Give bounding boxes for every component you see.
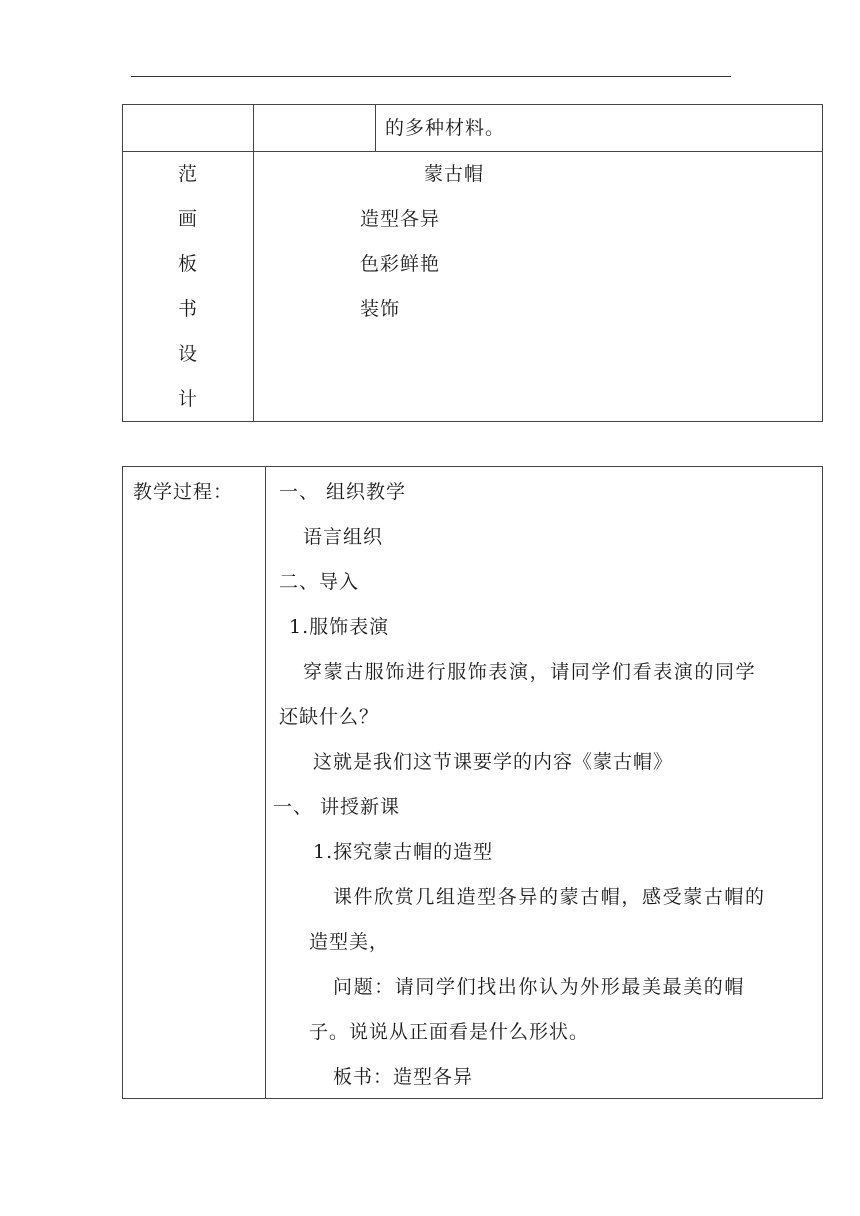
- process-label: 教学过程：: [133, 481, 234, 503]
- label-char: 书: [178, 298, 199, 320]
- board-title: 蒙古帽: [424, 163, 485, 185]
- process-line: 一、 组织教学: [279, 481, 407, 503]
- process-line: 一、 讲授新课: [273, 796, 401, 818]
- process-line: 穿蒙古服饰进行服饰表演，请同学们看表演的同学: [303, 661, 757, 683]
- teaching-process-table: [122, 466, 823, 1099]
- label-char: 板: [178, 253, 199, 275]
- label-char: 范: [178, 163, 199, 185]
- process-line: 还缺什么？: [279, 706, 380, 728]
- column-divider: [253, 105, 254, 421]
- board-item: 装饰: [360, 298, 401, 320]
- process-line: 问题：请同学们找出你认为外形最美最美的帽: [333, 976, 746, 998]
- process-line: 1.探究蒙古帽的造型: [313, 841, 494, 863]
- process-line: 课件欣赏几组造型各异的蒙古帽，感受蒙古帽的: [333, 886, 766, 908]
- board-item: 色彩鲜艳: [360, 253, 441, 275]
- process-line: 1.服饰表演: [289, 616, 390, 638]
- process-line: 二、导入: [279, 571, 360, 593]
- process-line: 造型美，: [309, 931, 390, 953]
- label-char: 画: [178, 208, 199, 230]
- label-char: 计: [178, 388, 199, 410]
- label-char: 设: [178, 343, 199, 365]
- process-line: 语言组织: [303, 526, 384, 548]
- column-divider-top-row: [375, 105, 376, 151]
- row-divider: [123, 151, 822, 152]
- column-divider: [265, 467, 266, 1098]
- board-item: 造型各异: [360, 208, 441, 230]
- board-design-table: [122, 104, 823, 422]
- material-text: 的多种材料。: [385, 117, 506, 139]
- process-line: 这就是我们这节课要学的内容《蒙古帽》: [313, 751, 674, 773]
- process-line: 板书：造型各异: [333, 1066, 474, 1088]
- header-rule: [131, 76, 731, 77]
- process-line: 子。说说从正面看是什么形状。: [309, 1021, 590, 1043]
